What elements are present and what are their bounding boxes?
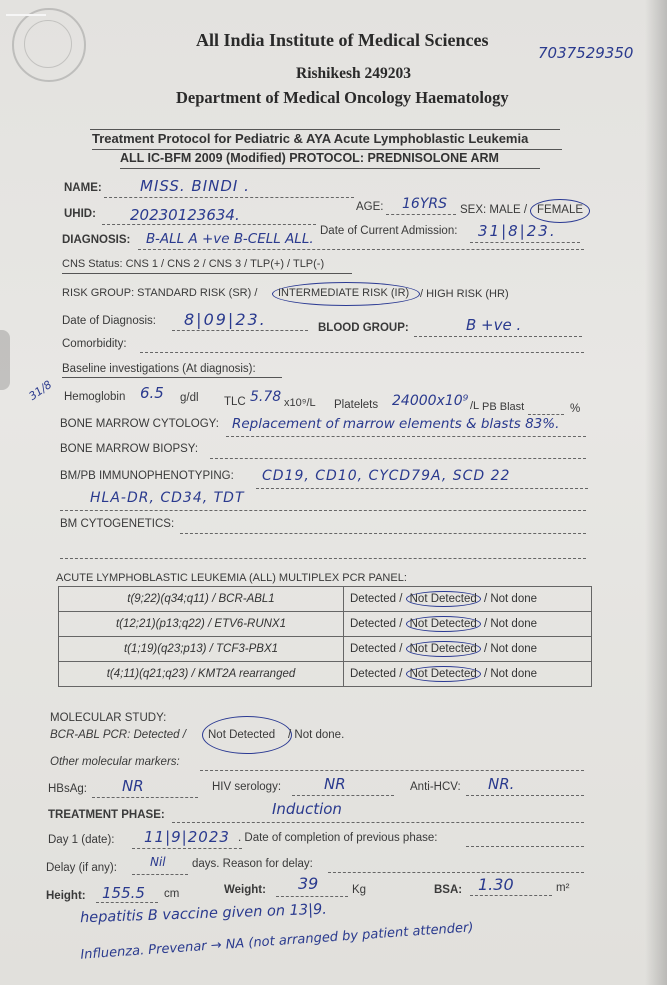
day1-label: Day 1 (date): (48, 834, 115, 846)
table-row (59, 662, 592, 687)
page-edge-shadow (645, 0, 667, 985)
note-hepatitis-vaccine: hepatitis B vaccine given on 13|9. (79, 901, 328, 927)
hbsag-value: NR (122, 777, 144, 795)
hcv-label: Anti-HCV: (410, 781, 461, 793)
other-markers-label: Other molecular markers: (50, 756, 180, 768)
baseline-title: Baseline investigations (At diagnosis): (62, 363, 256, 375)
pcr-result-cell: Detected / Not Detected / Not done (344, 662, 592, 687)
bm-cytology-label: BONE MARROW CYTOLOGY: (60, 418, 219, 430)
height-value: 155.5 (102, 884, 145, 902)
bcr-abl-selected: Not Detected (208, 729, 276, 741)
not-detected-circled: Not Detected (406, 641, 481, 657)
department-name: Department of Medical Oncology Haematology (176, 88, 509, 107)
diagnosis-value: B-ALL A +ve B-CELL ALL. (146, 231, 314, 247)
treatment-phase-label: TREATMENT PHASE: (48, 809, 165, 821)
pcr-panel-table (58, 586, 592, 687)
bm-cytology-value: Replacement of marrow elements & blasts 83%. (232, 416, 560, 432)
hcv-value: NR. (488, 775, 515, 793)
institute-name: All India Institute of Medical Sciences (196, 30, 489, 50)
hb-label: Hemoglobin (64, 391, 126, 403)
age-label: AGE: (356, 201, 384, 213)
day1-value: 11|9|2023 (144, 828, 230, 846)
tlc-value: 5.78 (250, 389, 282, 405)
table-row (59, 612, 592, 637)
hbsag-label: HBsAg: (48, 783, 87, 795)
bsa-label: BSA: (434, 884, 463, 896)
height-label: Height: (46, 890, 86, 902)
diagnosis-label: DIAGNOSIS: (62, 234, 131, 246)
table-row (59, 587, 592, 612)
pcr-test-name: t(1;19)(q23;p13) / TCF3-PBX1 (59, 637, 344, 662)
name-label: NAME: (64, 182, 102, 194)
uhid-label: UHID: (64, 208, 96, 220)
bsa-value: 1.30 (478, 875, 514, 894)
weight-label: Weight: (224, 884, 266, 896)
height-unit: cm (164, 888, 180, 900)
dod-label: Date of Diagnosis: (62, 315, 156, 327)
risk-group-selected: INTERMEDIATE RISK (IR) (278, 287, 410, 299)
note-influenza-prevenar: Influenza. Prevenar → NA (not arranged by patient attender) (79, 920, 474, 963)
name-value: MISS. BINDI . (140, 177, 250, 195)
staple-mark (6, 14, 46, 16)
handwritten-phone: 7037529350 (538, 44, 634, 62)
delay-label: Delay (if any): (46, 862, 117, 874)
pcr-test-name: t(9;22)(q34;q11) / BCR-ABL1 (59, 587, 344, 612)
pcr-test-name: t(12;21)(p13;q22) / ETV6-RUNX1 (59, 612, 344, 637)
risk-group-suffix: / HIGH RISK (HR) (420, 288, 509, 300)
immunophenotyping-value-2: HLA-DR, CD34, TDT (90, 490, 245, 506)
immunophenotyping-value-1: CD19, CD10, CYCD79A, SCD 22 (262, 468, 511, 484)
uhid-value: 20230123634. (130, 206, 240, 224)
bcr-abl-suffix: / Not done. (288, 729, 345, 741)
weight-unit: Kg (352, 884, 367, 896)
margin-date-note: 31/8 (26, 378, 55, 403)
platelets-label: Platelets (334, 399, 379, 411)
pcr-panel-title: ACUTE LYMPHOBLASTIC LEUKEMIA (ALL) MULTIPLEX PCR PANEL: (56, 572, 407, 584)
hiv-label: HIV serology: (212, 781, 282, 793)
cns-status: CNS Status: CNS 1 / CNS 2 / CNS 3 / TLP(+) / TLP(-) (62, 258, 325, 270)
sex-value: FEMALE (537, 204, 584, 216)
tlc-unit: x10⁹/L (284, 397, 316, 409)
not-detected-circled: Not Detected (406, 591, 481, 607)
delay-value: Nil (150, 855, 166, 869)
binder-punch-shadow (0, 330, 10, 390)
pb-blast-label: PB Blast (482, 401, 525, 413)
delay-reason-label: days. Reason for delay: (192, 858, 313, 870)
platelets-value: 24000x10⁹ (392, 393, 469, 409)
hb-unit: g/dl (180, 392, 199, 404)
hb-value: 6.5 (140, 384, 164, 402)
bcr-abl-prefix: BCR-ABL PCR: Detected / (50, 729, 186, 741)
platelets-unit: /L (470, 400, 480, 412)
not-detected-circled: Not Detected (406, 616, 481, 632)
tlc-label: TLC (224, 396, 246, 408)
table-row (59, 637, 592, 662)
previous-phase-label: . Date of completion of previous phase: (238, 832, 438, 844)
bm-biopsy-label: BONE MARROW BIOPSY: (60, 443, 199, 455)
risk-group-prefix: RISK GROUP: STANDARD RISK (SR) / (62, 287, 258, 299)
pcr-test-name: t(4;11)(q21;q23) / KMT2A rearranged (59, 662, 344, 687)
cytogenetics-label: BM CYTOGENETICS: (60, 518, 175, 530)
blood-group-value: B +ve . (466, 316, 522, 334)
pcr-result-cell: Detected / Not Detected / Not done (344, 637, 592, 662)
molecular-title: MOLECULAR STUDY: (50, 712, 167, 724)
sex-label: SEX: MALE / (460, 204, 528, 216)
age-value: 16YRS (402, 196, 447, 212)
comorbidity-label: Comorbidity: (62, 338, 127, 350)
weight-value: 39 (298, 874, 319, 893)
not-detected-circled: Not Detected (406, 666, 481, 682)
pcr-result-cell: Detected / Not Detected / Not done (344, 612, 592, 637)
admission-label: Date of Current Admission: (320, 225, 458, 237)
protocol-title: Treatment Protocol for Pediatric & AYA Acute Lymphoblastic Leukemia (92, 131, 529, 146)
blood-group-label: BLOOD GROUP: (318, 322, 409, 334)
institute-city: Rishikesh 249203 (296, 65, 411, 82)
dod-value: 8|09|23. (184, 310, 267, 329)
protocol-subtitle: ALL IC-BFM 2009 (Modified) PROTOCOL: PREDNISOLONE ARM (120, 151, 499, 165)
hiv-value: NR (324, 775, 346, 793)
admission-value: 31|8|23. (478, 222, 557, 240)
institute-seal-logo (12, 8, 86, 82)
bsa-unit: m² (556, 882, 570, 894)
immunophenotyping-label: BM/PB IMMUNOPHENOTYPING: (60, 470, 234, 482)
pcr-result-cell: Detected / Not Detected / Not done (344, 587, 592, 612)
pb-blast-unit: % (570, 403, 581, 415)
treatment-phase-value: Induction (272, 800, 342, 818)
